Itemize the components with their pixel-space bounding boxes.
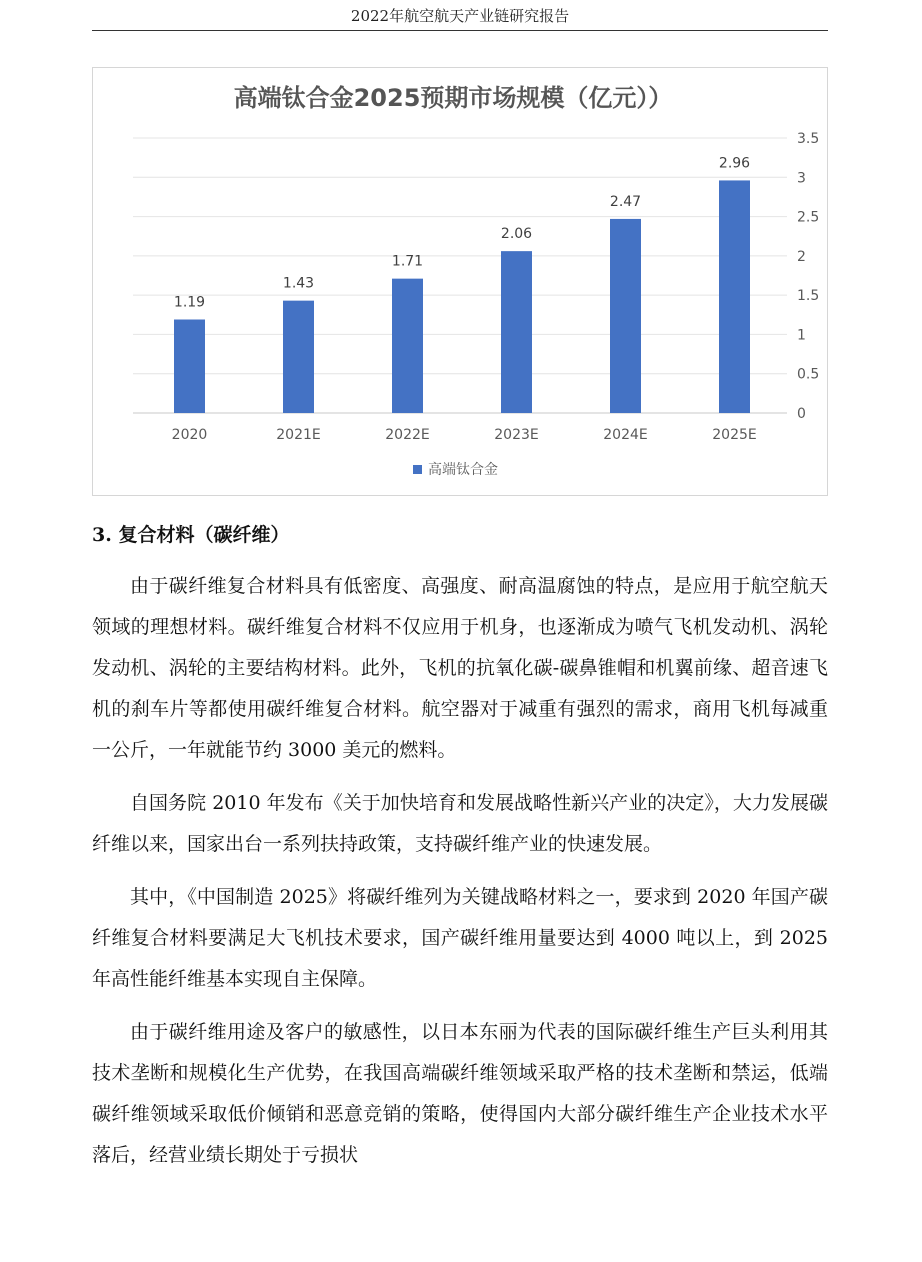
- x-axis-ticks: [172, 427, 757, 443]
- bar: [719, 180, 750, 413]
- paragraph: 由于碳纤维复合材料具有低密度、高强度、耐高温腐蚀的特点，是应用于航空航天领域的理想材料。碳纤维复合材料不仅应用于机身，也逐渐成为喷气飞机发动机、涡轮发动机、涡轮的主要结构材料。此外，飞机的抗氧化碳-碳鼻锥帽和机翼前缘、超音速飞机的刹车片等都使用碳纤维复合材料。航空器对于减重有强烈的需求，商用飞机每减重一公斤，一年就能节约 3000 美元的燃料。: [92, 575, 828, 761]
- bar: [610, 219, 641, 413]
- y-tick-label: 2.5: [797, 209, 820, 226]
- body-text: [92, 566, 828, 1188]
- running-header: 2022年航空航天产业链研究报告: [350, 7, 570, 25]
- y-tick-label: 0.5: [797, 366, 820, 383]
- data-label: 2.96: [718, 155, 751, 172]
- x-tick-label: 2022E: [385, 427, 430, 443]
- bar: [392, 279, 423, 413]
- x-tick-label: 2020: [171, 427, 208, 443]
- y-tick-label: 3.5: [797, 131, 820, 147]
- paragraph: 其中，《中国制造 2025》将碳纤维列为关键战略材料之一，要求到 2020 年国产碳纤维复合材料要满足大飞机技术要求，国产碳纤维用量要达到 4000 吨以上，到 2025 年高性能纤维基本实现自主保障。: [92, 886, 828, 990]
- bar-chart: [92, 67, 828, 496]
- section-heading: 3. 复合材料（碳纤维）: [92, 524, 290, 546]
- x-tick-label: 2021E: [276, 427, 321, 443]
- gridlines: [133, 138, 787, 413]
- y-tick-label: 2: [797, 248, 806, 265]
- legend: [413, 461, 498, 478]
- y-tick-label: 3: [797, 170, 806, 187]
- y-tick-label: 0: [797, 406, 806, 422]
- data-label: 1.71: [391, 253, 424, 270]
- data-labels: [174, 155, 750, 310]
- header-rule: [92, 30, 828, 31]
- x-tick-label: 2023E: [494, 427, 539, 443]
- chart-svg: [93, 68, 827, 495]
- chart-title: 高端钛合金2025预期市场规模（亿元））: [233, 84, 673, 112]
- legend-swatch: [413, 465, 422, 474]
- data-label: 1.19: [173, 294, 206, 311]
- y-axis-ticks: [797, 131, 819, 422]
- y-tick-label: 1: [797, 327, 806, 344]
- bar: [501, 251, 532, 413]
- legend-label: 高端钛合金: [428, 462, 498, 478]
- x-tick-label: 2024E: [603, 427, 648, 443]
- bar: [283, 301, 314, 413]
- x-tick-label: 2025E: [712, 427, 757, 443]
- paragraph: 由于碳纤维用途及客户的敏感性，以日本东丽为代表的国际碳纤维生产巨头利用其技术垄断和规模化生产优势，在我国高端碳纤维领域采取严格的技术垄断和禁运，低端碳纤维领域采取低价倾销和恶意竞销的策略，使得国内大部分碳纤维生产企业技术水平落后，经营业绩长期处于亏损状: [92, 1021, 828, 1166]
- bar: [174, 320, 205, 414]
- data-label: 2.06: [500, 226, 533, 243]
- bars: [174, 180, 750, 413]
- paragraph: 自国务院 2010 年发布《关于加快培育和发展战略性新兴产业的决定》，大力发展碳纤维以来，国家出台一系列扶持政策，支持碳纤维产业的快速发展。: [92, 792, 828, 855]
- data-label: 1.43: [282, 275, 315, 292]
- data-label: 2.47: [609, 193, 642, 210]
- y-tick-label: 1.5: [797, 288, 820, 305]
